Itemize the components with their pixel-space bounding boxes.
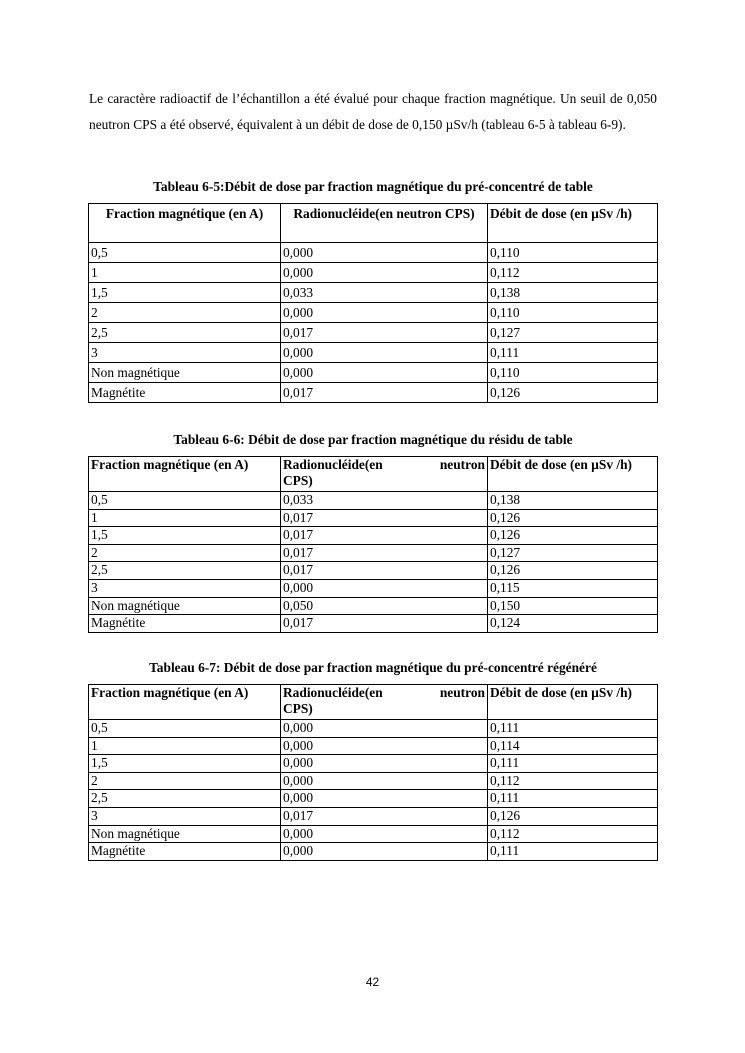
header-radionuclide — [281, 685, 488, 720]
cell-dose-rate: 0,111 — [488, 720, 658, 738]
cell-fraction: 1 — [89, 509, 281, 527]
page-number: 42 — [365, 975, 380, 989]
table-6-7-caption: Tableau 6-7: Débit de dose par fraction magnétique du pré-concentré régénéré — [149, 660, 597, 675]
cell-dose-rate: 0,127 — [488, 323, 658, 343]
table-row — [89, 509, 658, 527]
cell-dose-rate: 0,112 — [488, 825, 658, 843]
table-row — [89, 544, 658, 562]
cell-dose-rate: 0,112 — [488, 772, 658, 790]
header-radionuclide-part3: CPS) — [283, 473, 313, 488]
cell-dose-rate: 0,127 — [488, 544, 658, 562]
cell-radionuclide: 0,000 — [281, 343, 488, 363]
cell-fraction: Non magnétique — [89, 825, 281, 843]
table-row — [89, 615, 658, 633]
cell-radionuclide: 0,000 — [281, 737, 488, 755]
cell-fraction: 2,5 — [89, 562, 281, 580]
cell-radionuclide: 0,000 — [281, 720, 488, 738]
cell-radionuclide: 0,000 — [281, 772, 488, 790]
header-radionuclide: Radionucléide(en neutron CPS) — [281, 204, 488, 243]
cell-fraction: 2 — [89, 544, 281, 562]
table-row — [89, 383, 658, 403]
cell-dose-rate: 0,110 — [488, 303, 658, 323]
cell-dose-rate: 0,150 — [488, 597, 658, 615]
header-radionuclide-part1: Radionucléide(en — [283, 685, 383, 700]
table-row — [89, 263, 658, 283]
table-row — [89, 755, 658, 773]
cell-radionuclide: 0,017 — [281, 562, 488, 580]
cell-radionuclide: 0,000 — [281, 263, 488, 283]
cell-fraction: Magnétite — [89, 615, 281, 633]
header-radionuclide-part3: CPS) — [283, 701, 313, 716]
cell-fraction: 2 — [89, 303, 281, 323]
table-row — [89, 790, 658, 808]
table-6-6 — [88, 456, 658, 633]
cell-dose-rate: 0,126 — [488, 807, 658, 825]
table-6-5-caption: Tableau 6-5:Débit de dose par fraction magnétique du pré-concentré de table — [153, 179, 593, 194]
table-row — [89, 243, 658, 263]
table-row — [89, 562, 658, 580]
table-row — [89, 825, 658, 843]
table-row — [89, 720, 658, 738]
cell-dose-rate: 0,114 — [488, 737, 658, 755]
cell-radionuclide: 0,000 — [281, 825, 488, 843]
cell-radionuclide: 0,017 — [281, 615, 488, 633]
table-row — [89, 363, 658, 383]
header-fraction: Fraction magnétique (en A) — [89, 685, 281, 720]
table-6-6-caption: Tableau 6-6: Débit de dose par fraction magnétique du résidu de table — [173, 432, 573, 447]
header-radionuclide-part1: Radionucléide(en — [283, 457, 383, 472]
table-row — [89, 283, 658, 303]
table-row — [89, 579, 658, 597]
cell-radionuclide: 0,017 — [281, 807, 488, 825]
table-row — [89, 303, 658, 323]
cell-fraction: 3 — [89, 579, 281, 597]
cell-dose-rate: 0,126 — [488, 383, 658, 403]
cell-fraction: 2,5 — [89, 790, 281, 808]
header-radionuclide-part2: neutron — [439, 685, 485, 700]
cell-fraction: 3 — [89, 343, 281, 363]
table-row — [89, 807, 658, 825]
cell-dose-rate: 0,124 — [488, 615, 658, 633]
cell-fraction: 3 — [89, 807, 281, 825]
cell-fraction: 2 — [89, 772, 281, 790]
cell-dose-rate: 0,126 — [488, 509, 658, 527]
cell-dose-rate: 0,111 — [488, 790, 658, 808]
cell-dose-rate: 0,112 — [488, 263, 658, 283]
cell-radionuclide: 0,033 — [281, 283, 488, 303]
cell-radionuclide: 0,000 — [281, 363, 488, 383]
cell-radionuclide: 0,017 — [281, 323, 488, 343]
table-row — [89, 597, 658, 615]
header-dose-rate: Débit de dose (en µSv /h) — [488, 457, 658, 492]
cell-fraction: Non magnétique — [89, 597, 281, 615]
cell-radionuclide: 0,000 — [281, 303, 488, 323]
cell-fraction: 1,5 — [89, 527, 281, 545]
cell-fraction: 1,5 — [89, 755, 281, 773]
cell-radionuclide: 0,017 — [281, 527, 488, 545]
cell-dose-rate: 0,110 — [488, 363, 658, 383]
cell-dose-rate: 0,115 — [488, 579, 658, 597]
cell-fraction: 0,5 — [89, 492, 281, 510]
cell-dose-rate: 0,110 — [488, 243, 658, 263]
header-dose-rate: Débit de dose (en µSv /h) — [488, 685, 658, 720]
cell-dose-rate: 0,138 — [488, 283, 658, 303]
table-row — [89, 527, 658, 545]
cell-radionuclide: 0,000 — [281, 790, 488, 808]
cell-radionuclide: 0,050 — [281, 597, 488, 615]
cell-fraction: 0,5 — [89, 720, 281, 738]
cell-radionuclide: 0,000 — [281, 843, 488, 861]
cell-fraction: 1 — [89, 263, 281, 283]
cell-radionuclide: 0,000 — [281, 579, 488, 597]
table-row — [89, 323, 658, 343]
cell-radionuclide: 0,017 — [281, 509, 488, 527]
cell-fraction: Magnétite — [89, 843, 281, 861]
table-row — [89, 492, 658, 510]
table-header-row — [89, 457, 658, 492]
cell-radionuclide: 0,000 — [281, 243, 488, 263]
table-6-5 — [88, 203, 658, 403]
header-fraction: Fraction magnétique (en A) — [89, 457, 281, 492]
cell-dose-rate: 0,111 — [488, 843, 658, 861]
cell-dose-rate: 0,111 — [488, 755, 658, 773]
header-radionuclide — [281, 457, 488, 492]
header-dose-rate: Débit de dose (en µSv /h) — [488, 204, 658, 243]
cell-radionuclide: 0,017 — [281, 383, 488, 403]
header-radionuclide-part2: neutron — [439, 457, 485, 472]
table-header-row — [89, 204, 658, 243]
header-fraction: Fraction magnétique (en A) — [89, 204, 281, 243]
cell-fraction: 1 — [89, 737, 281, 755]
table-row — [89, 737, 658, 755]
table-header-row — [89, 685, 658, 720]
intro-paragraph: Le caractère radioactif de l’échantillon a été évalué pour chaque fraction magnétique. Un seuil de 0,050 neutron CPS a été observé, équivalent à un débit de dose de 0,150 µSv/h (tableau 6-5 à tableau 6-9). — [89, 91, 657, 132]
cell-fraction: Non magnétique — [89, 363, 281, 383]
cell-fraction: 2,5 — [89, 323, 281, 343]
cell-fraction: 1,5 — [89, 283, 281, 303]
cell-fraction: 0,5 — [89, 243, 281, 263]
cell-radionuclide: 0,000 — [281, 755, 488, 773]
cell-dose-rate: 0,126 — [488, 562, 658, 580]
table-row — [89, 343, 658, 363]
cell-dose-rate: 0,111 — [488, 343, 658, 363]
cell-radionuclide: 0,017 — [281, 544, 488, 562]
cell-dose-rate: 0,126 — [488, 527, 658, 545]
table-row — [89, 843, 658, 861]
table-row — [89, 772, 658, 790]
table-6-7 — [88, 684, 658, 861]
cell-radionuclide: 0,033 — [281, 492, 488, 510]
cell-fraction: Magnétite — [89, 383, 281, 403]
cell-dose-rate: 0,138 — [488, 492, 658, 510]
